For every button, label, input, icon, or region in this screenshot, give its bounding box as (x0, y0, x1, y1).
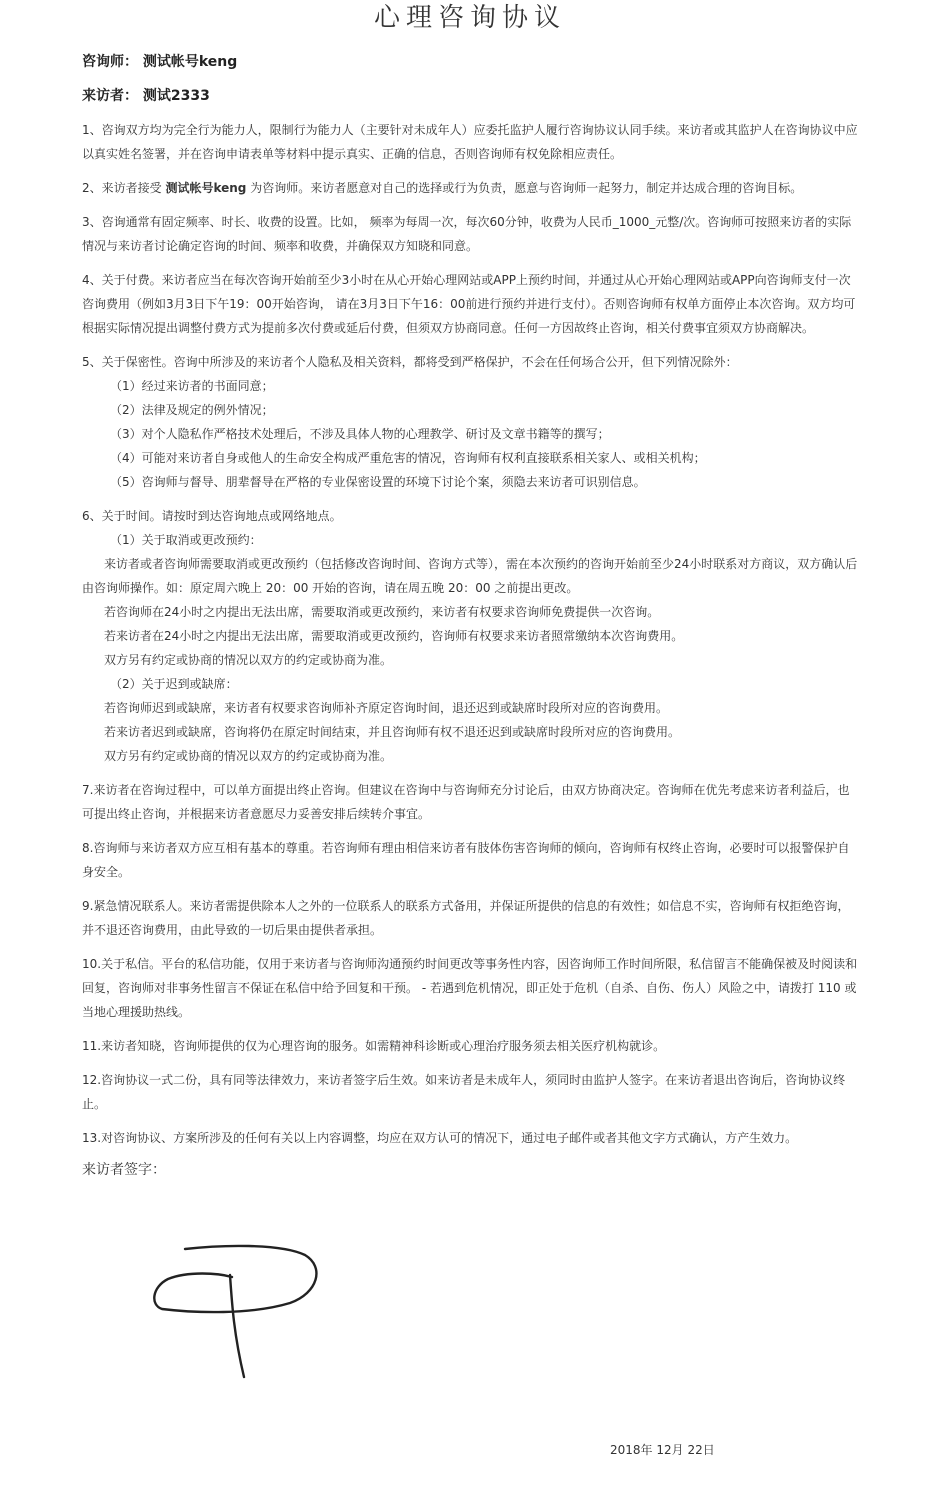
counselor-line (82, 52, 237, 72)
clause-5-item-3: （3）对个人隐私作严格技术处理后，不涉及具体人物的心理教学、研讨及文章书籍等的撰写； (110, 427, 610, 441)
clause-2-post: 为咨询师。来访者愿意对自己的选择或行为负责，愿意与咨询师一起努力，制定并达成合理的咨询目标。 (246, 181, 803, 195)
clause-1: 1、咨询双方均为完全行为能力人，限制行为能力人（主要针对未成年人）应委托监护人履行咨询协议认同手续。来访者或其监护人在咨询协议中应以真实姓名签署，并在咨询申请表单等材料中提示真实、正确的信息，否则咨询师有权免除相应责任。 (82, 123, 858, 161)
client-name: 测试2333 (142, 88, 210, 104)
clause-6-sub-1-line-3: 若来访者在24小时之内提出无法出席，需要取消或更改预约，咨询师有权要求来访者照常缴纳本次咨询费用。 (104, 629, 684, 643)
client-line (82, 86, 210, 106)
clause-6-sub-2-line-2: 若来访者迟到或缺席，咨询将仍在原定时间结束，并且咨询师有权不退还迟到或缺席时段所对应的咨询费用。 (104, 725, 681, 739)
clause-5-item-2: （2）法律及规定的例外情况； (110, 403, 274, 417)
clause-8: 8.咨询师与来访者双方应互相有基本的尊重。若咨询师有理由相信来访者有肢体伤害咨询师的倾向，咨询师有权终止咨询，必要时可以报警保护自身安全。 (82, 841, 850, 879)
clause-5-item-4: （4）可能对来访者自身或他人的生命安全构成严重危害的情况，咨询师有权利直接联系相关家人、或相关机构； (110, 451, 706, 465)
clause-10: 10.关于私信。平台的私信功能，仅用于来访者与咨询师沟通预约时间更改等事务性内容，因咨询师工作时间所限，私信留言不能确保被及时阅读和回复，咨询师对非事务性留言不保证在私信中给予回复和干预。 - 若遇到危机情况，即正处于危机（自杀、自伤、伤人）风险之中，请拨打 110 或当地心理援助热线。 (82, 957, 858, 1019)
clause-9: 9.紧急情况联系人。来访者需提供除本人之外的一位联系人的联系方式备用，并保证所提供的信息的有效性；如信息不实，咨询师有权拒绝咨询，并不退还咨询费用，由此导致的一切后果由提供者承担。 (82, 899, 850, 937)
clause-7: 7.来访者在咨询过程中，可以单方面提出终止咨询。但建议在咨询中与咨询师充分讨论后，由双方协商决定。咨询师在优先考虑来访者利益后，也可提出终止咨询，并根据来访者意愿尽力妥善安排后续转介事宜。 (82, 783, 850, 821)
handwritten-signature (140, 1235, 330, 1385)
counselor-label: 咨询师： (82, 54, 138, 70)
clause-11: 11.来访者知晓，咨询师提供的仅为心理咨询的服务。如需精神科诊断或心理治疗服务须去相关医疗机构就诊。 (82, 1039, 666, 1053)
clause-5: 5、关于保密性。咨询中所涉及的来访者个人隐私及相关资料，都将受到严格保护，不会在任何场合公开，但下列情况除外： (82, 355, 738, 369)
clause-6-sub-2-line-3: 双方另有约定或协商的情况以双方的约定或协商为准。 (104, 749, 393, 763)
document-title: 心理咨询协议 (373, 3, 566, 33)
clause-6-sub-1-line-2: 若咨询师在24小时之内提出无法出席，需要取消或更改预约，来访者有权要求咨询师免费提供一次咨询。 (104, 605, 660, 619)
clause-6: 6、关于时间。请按时到达咨询地点或网络地点。 (82, 509, 342, 523)
clause-6-sub-2-line-1: 若咨询师迟到或缺席，来访者有权要求咨询师补齐原定咨询时间，退还迟到或缺席时段所对应的咨询费用。 (104, 701, 669, 715)
counselor-name: 测试帐号keng (142, 54, 238, 70)
agreement-body (82, 118, 860, 1160)
clause-6-sub-1-line-1: 来访者或者咨询师需要取消或更改预约（包括修改咨询时间、咨询方式等），需在本次预约的咨询开始前至少24小时联系对方商议，双方确认后由咨询师操作。如：原定周六晚上 20：00 开始的咨询，请在周五晚 20：00 之前提出更改。 (82, 557, 858, 595)
clause-6-sub-1-line-4: 双方另有约定或协商的情况以双方的约定或协商为准。 (104, 653, 393, 667)
signature-date: 2018年 12月 22日 (610, 1443, 715, 1457)
signature-label: 来访者签字： (82, 1162, 166, 1178)
clause-4: 4、关于付费。来访者应当在每次咨询开始前至少3小时在从心开始心理网站或APP上预约时间，并通过从心开始心理网站或APP向咨询师支付一次咨询费用（例如3月3日下午19：00开始咨询， 请在3月3日下午16：00前进行预约并进行支付）。否则咨询师有权单方面停止本次咨询。双方均可根据实际情况提出调整付费方式为提前多次付费或延后付费，但须双方协商同意。任何一方因故终止咨询，相关付费事宜须双方协商解决。 (82, 273, 856, 335)
clause-6-sub-2: （2）关于迟到或缺席： (110, 677, 238, 691)
clause-3: 3、咨询通常有固定频率、时长、收费的设置。比如， 频率为每周一次，每次60分钟，收费为人民币_1000_元整/次。咨询师可按照来访者的实际情况与来访者讨论确定咨询的时间、频率和收费，并确保双方知晓和同意。 (82, 215, 852, 253)
clause-5-item-5: （5）咨询师与督导、朋辈督导在严格的专业保密设置的环境下讨论个案，须隐去来访者可识别信息。 (110, 475, 646, 489)
clause-2-pre: 2、来访者接受 (82, 181, 166, 195)
clause-5-item-1: （1）经过来访者的书面同意； (110, 379, 274, 393)
clause-2-counselor: 测试帐号keng (165, 181, 247, 195)
clause-13: 13.对咨询协议、方案所涉及的任何有关以上内容调整，均应在双方认可的情况下，通过电子邮件或者其他文字方式确认，方产生效力。 (82, 1131, 798, 1145)
clause-12: 12.咨询协议一式二份，具有同等法律效力，来访者签字后生效。如来访者是未成年人，须同时由监护人签字。在来访者退出咨询后，咨询协议终止。 (82, 1073, 846, 1111)
clause-6-sub-1: （1）关于取消或更改预约： (110, 533, 262, 547)
client-label: 来访者： (82, 88, 138, 104)
clause-2 (82, 176, 860, 200)
